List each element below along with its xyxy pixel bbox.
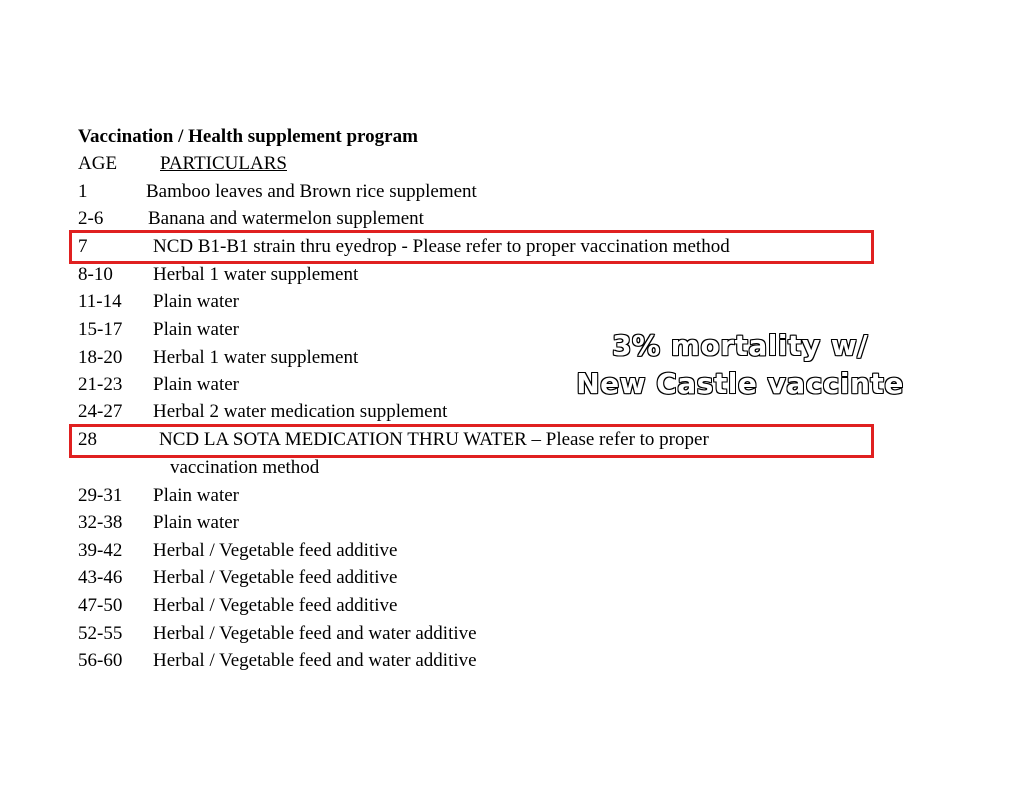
row-age: 21-23 (78, 374, 123, 395)
row-particulars: Herbal / Vegetable feed and water additive (153, 650, 477, 671)
row-particulars: NCD LA SOTA MEDICATION THRU WATER – Please refer to proper (159, 429, 709, 450)
row-age: 52-55 (78, 623, 123, 644)
row-particulars: Plain water (153, 319, 240, 340)
row-age: 11-14 (78, 291, 122, 312)
row-particulars: Herbal / Vegetable feed additive (153, 540, 398, 561)
row-age: 8-10 (78, 264, 113, 285)
document-title: Vaccination / Health supplement program (78, 126, 418, 147)
row-age: 18-20 (78, 347, 123, 368)
header-particulars: PARTICULARS (160, 153, 287, 174)
row-particulars: Banana and watermelon supplement (148, 208, 424, 229)
row-age: 56-60 (78, 650, 123, 671)
header-age: AGE (78, 153, 118, 174)
row-age: 7 (78, 236, 88, 257)
row-particulars: Plain water (153, 374, 240, 395)
row-age: 39-42 (78, 540, 123, 561)
callout-line-1: 3% mortality w/ (612, 329, 868, 362)
row-particulars: Plain water (153, 512, 240, 533)
row-particulars: Herbal / Vegetable feed and water additive (153, 623, 477, 644)
callout-line-2: New Castle vaccinte (576, 367, 904, 400)
row-particulars: NCD B1-B1 strain thru eyedrop - Please refer to proper vaccination method (153, 236, 730, 257)
mortality-callout (570, 327, 910, 403)
row-age: 29-31 (78, 485, 123, 506)
row-age: 2-6 (78, 208, 104, 229)
row-particulars: Herbal 1 water supplement (153, 264, 359, 285)
row-age: 47-50 (78, 595, 123, 616)
row-particulars: Bamboo leaves and Brown rice supplement (146, 181, 477, 202)
row-particulars: Herbal 1 water supplement (153, 347, 359, 368)
row-age: 1 (78, 181, 88, 202)
row-particulars: Plain water (153, 291, 240, 312)
row-age: 43-46 (78, 567, 123, 588)
highlight-box-ncd-lasota (69, 424, 874, 458)
table-header (78, 153, 287, 175)
row-age: 28 (78, 429, 97, 450)
row-particulars: Plain water (153, 485, 240, 506)
row-age: 15-17 (78, 319, 123, 340)
row-age: 24-27 (78, 401, 123, 422)
highlight-box-ncd-b1 (69, 230, 874, 264)
row-particulars: Herbal / Vegetable feed additive (153, 595, 398, 616)
row-particulars: Herbal 2 water medication supplement (153, 401, 448, 422)
row-particulars-continuation: vaccination method (170, 457, 320, 478)
row-age: 32-38 (78, 512, 123, 533)
row-particulars: Herbal / Vegetable feed additive (153, 567, 398, 588)
